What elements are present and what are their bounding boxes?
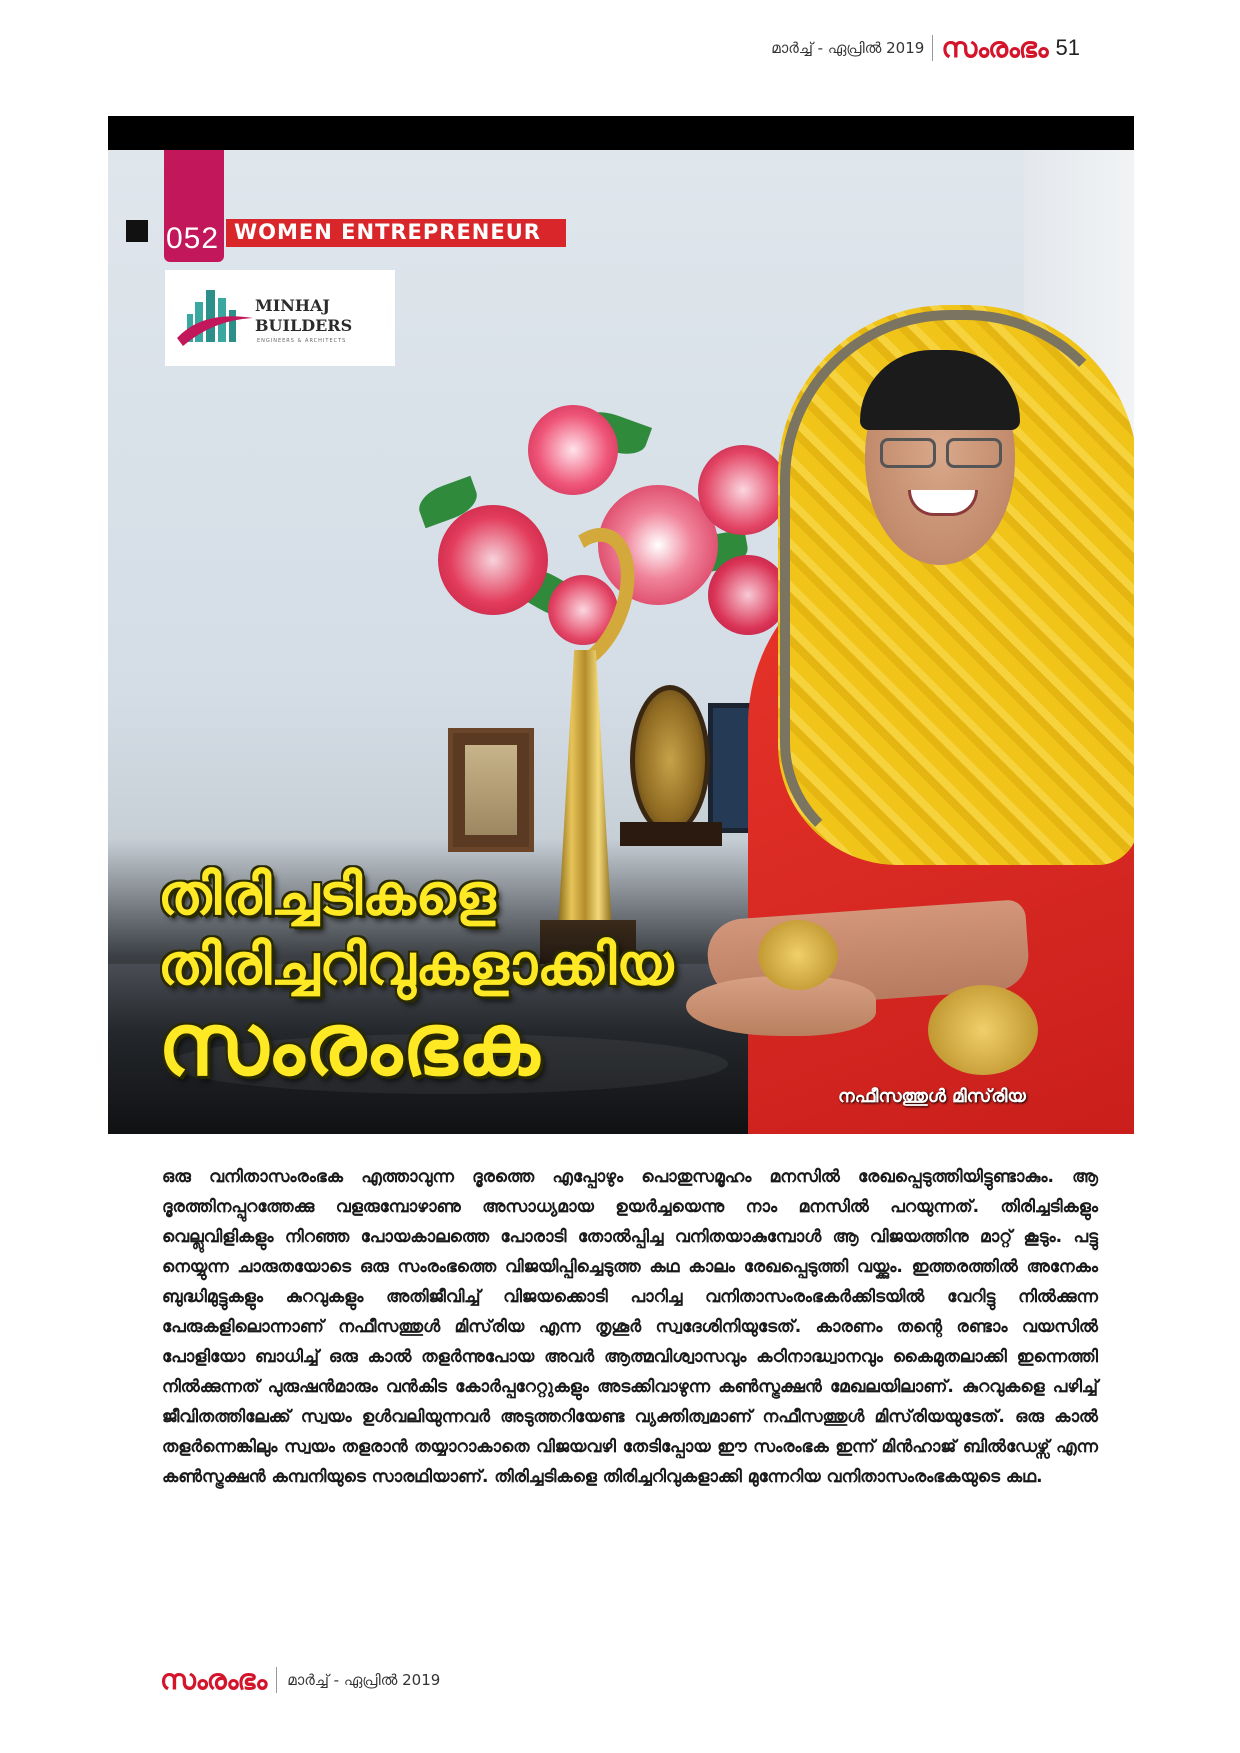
section-marker xyxy=(126,220,148,242)
headline xyxy=(158,863,798,1095)
section-number: 052 xyxy=(166,222,220,255)
magazine-logo: സംരംഭം xyxy=(941,31,1048,64)
photo-caption: നഫീസത്തുൾ മിസ്‌രിയ xyxy=(838,1086,1026,1107)
page-header xyxy=(771,30,1080,66)
section-label: WOMEN ENTREPRENEUR xyxy=(234,220,541,244)
headline-line-3: സംരംഭക xyxy=(158,995,540,1095)
top-black-bar xyxy=(108,116,1134,150)
page-number: 51 xyxy=(1055,35,1080,60)
article-intro: ഒരു വനിതാസംരംഭക എത്താവുന്ന ദൂരത്തെ എപ്പോഴും പൊതുസമൂഹം മനസിൽ രേഖപ്പെടുത്തിയിട്ടുണ്ടാകും. ആ ദൂരത്തിനപ്പുറത്തേക്കു വളരുമ്പോഴാണു അസാധ്യമായ ഉയർച്ചയെന്നു നാം മനസിൽ പറയുന്നത്. തിരിച്ചടികളും വെല്ലുവിളികളും നിറഞ്ഞ പോയകാലത്തെ പോരാടി തോൽപ്പിച്ച വനിതയാകുമ്പോൾ ആ വിജയത്തിനു മാറ്റ് കൂടും. പട്ടു നെയ്യുന്ന ചാരുതയോടെ ഒരു സംരംഭത്തെ വിജയിപ്പിച്ചെടുത്ത കഥ കാലം രേഖപ്പെടുത്തി വയ്ക്കും. ഇത്തരത്തിൽ അനേകം ബുദ്ധിമുട്ടുകളും കുറവുകളും അതിജീവിച്ച് വിജയക്കൊടി പാറിച്ച വനിതാസംരംഭകർക്കിടയിൽ വേറിട്ടു നിൽക്കുന്ന പേരുകളിലൊന്നാണ് നഫീസത്തുൾ മിസ്‌രിയ എന്ന തൃശൂർ സ്വദേശിനിയുടേത്. കാരണം തന്റെ രണ്ടാം വയസിൽ പോളിയോ ബാധിച്ച് ഒരു കാൽ തളർന്നുപോയ അവർ ആത്മവിശ്വാസവും കഠിനാദ്ധ്വാനവും കൈമുതലാക്കി ഇന്നെത്തി നിൽക്കുന്നത് പുരുഷൻമാരും വൻകിട കോർപ്പറേറ്റുകളും അടക്കിവാഴുന്ന കൺസ്ട്രക്ഷൻ മേഖലയിലാണ്. കുറവുകളെ പഴിച്ച് ജീവിതത്തിലേക്ക് സ്വയം ഉൾവലിയുന്നവർ അടുത്തറിയേണ്ട വ്യക്തിത്വമാണ് നഫീസത്തുൾ മിസ്‌രിയയുടേത്. ഒരു കാൽ തളർന്നെങ്കിലും സ്വയം തളരാൻ തയ്യാറാകാതെ വിജയവഴി തേടിപ്പോയ ഈ സംരംഭക ഇന്ന് മിൻഹാജ് ബിൽഡേഴ്സ് എന്ന കൺസ്ട്രക്ഷൻ കമ്പനിയുടെ സാരഥിയാണ്. തിരിച്ചടികളെ തിരിച്ചറിവുകളാക്കി മുന്നേറിയ വനിതാസംരംഭകയുടെ കഥ. xyxy=(162,1167,1098,1487)
headline-line-2: തിരിച്ചറിവുകളാക്കിയ xyxy=(158,933,674,998)
award-plaque xyxy=(448,728,534,852)
building-swoosh-icon xyxy=(173,280,259,356)
headline-line-1: തിരിച്ചടികളെ xyxy=(158,863,496,928)
gold-bangle xyxy=(928,985,1038,1075)
footer-divider xyxy=(276,1667,277,1693)
glasses xyxy=(880,438,936,468)
minhaj-builders-logo xyxy=(165,270,395,366)
logo-text-minhaj: MINHAJ xyxy=(255,296,330,315)
footer-issue-date: മാർച്ച് - ഏപ്രിൽ 2019 xyxy=(287,1671,441,1689)
logo-tagline: ENGINEERS & ARCHITECTS xyxy=(257,338,347,344)
page-footer xyxy=(160,1660,440,1700)
logo-text-builders: BUILDERS xyxy=(255,316,353,335)
oval-award xyxy=(630,685,710,835)
issue-date: മാർച്ച് - ഏപ്രിൽ 2019 xyxy=(771,39,925,57)
footer-magazine-logo: സംരംഭം xyxy=(160,1663,267,1696)
header-divider xyxy=(932,35,933,61)
